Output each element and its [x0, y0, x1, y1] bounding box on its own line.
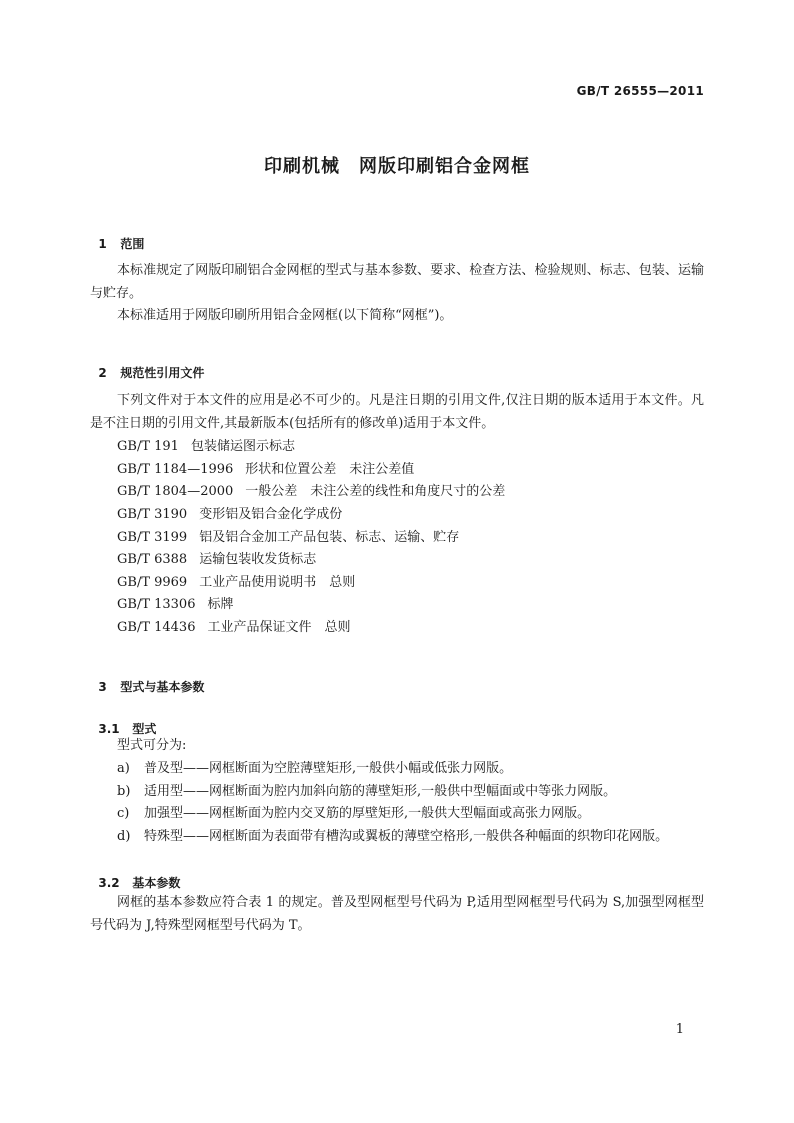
- reference-title: 运输包装收发货标志: [199, 552, 317, 567]
- types-intro: 型式可分为:: [117, 738, 187, 753]
- reference-title: 变形铝及铝合金化学成份: [199, 507, 343, 522]
- reference-code: GB/T 6388: [117, 552, 188, 567]
- section-number: 3.2: [98, 876, 120, 890]
- reference-item: [117, 528, 459, 548]
- section-title: 型式与基本参数: [120, 680, 205, 694]
- reference-code: GB/T 14436: [117, 620, 196, 635]
- params-paragraph: 网框的基本参数应符合表 1 的规定。普及型网框型号代码为 P,适用型网框型号代码为 S,加强型网框型号代码为 J,特殊型网框型号代码为 T。: [90, 895, 704, 933]
- scope-paragraph-2: 本标准适用于网版印刷所用铝合金网框(以下简称“网框”)。: [117, 308, 453, 323]
- page-number: 1: [675, 1022, 684, 1037]
- type-item: [117, 804, 590, 824]
- reference-item: [117, 595, 234, 615]
- reference-code: GB/T 3199: [117, 530, 188, 545]
- section-number: 1: [98, 237, 107, 251]
- reference-code: GB/T 1184—1996: [117, 462, 234, 477]
- type-text: 普及型——网框断面为空腔薄壁矩形,一般供小幅或低张力网版。: [144, 761, 513, 776]
- type-label: b): [117, 784, 131, 799]
- type-text: 加强型——网框断面为腔内交叉筋的厚壁矩形,一般供大型幅面或高张力网版。: [144, 806, 591, 821]
- type-label: a): [117, 761, 130, 776]
- reference-code: GB/T 1804—2000: [117, 484, 234, 499]
- reference-code: GB/T 191: [117, 439, 179, 454]
- type-label: d): [117, 829, 131, 844]
- reference-item: [117, 482, 505, 502]
- section-title: 基本参数: [132, 876, 181, 890]
- document-title: 印刷机械 网版印刷铝合金网框: [264, 156, 530, 177]
- section-number: 3: [98, 680, 107, 694]
- reference-code: GB/T 3190: [117, 507, 188, 522]
- normative-intro: 下列文件对于本文件的应用是必不可少的。凡是注日期的引用文件,仅注日期的版本适用于本文件。凡是不注日期的引用文件,其最新版本(包括所有的修改单)适用于本文件。: [90, 393, 704, 431]
- section-3-heading: [90, 664, 204, 695]
- document-code: GB/T 26555—2011: [576, 84, 704, 98]
- section-number: 2: [98, 366, 107, 380]
- type-item: [117, 827, 668, 847]
- section-title: 型式: [132, 722, 157, 736]
- section-number: 3.1: [98, 722, 120, 736]
- reference-title: 铝及铝合金加工产品包装、标志、运输、贮存: [199, 530, 460, 545]
- section-title: 范围: [120, 237, 145, 251]
- reference-code: GB/T 9969: [117, 575, 188, 590]
- reference-item: [117, 460, 414, 480]
- reference-item: [117, 573, 355, 593]
- section-2-heading: [90, 350, 204, 381]
- reference-item: [117, 437, 295, 457]
- section-1-heading: [90, 221, 144, 252]
- reference-title: 工业产品使用说明书 总则: [199, 575, 356, 590]
- section-3-2-heading: [90, 860, 180, 891]
- reference-title: 包装储运图示标志: [190, 439, 295, 454]
- type-label: c): [117, 806, 130, 821]
- reference-item: [117, 550, 316, 570]
- reference-title: 形状和位置公差 未注公差值: [245, 462, 415, 477]
- reference-code: GB/T 13306: [117, 597, 196, 612]
- reference-title: 标牌: [207, 597, 234, 612]
- type-text: 特殊型——网框断面为表面带有槽沟或翼板的薄壁空格形,一般供各种幅面的织物印花网版。: [144, 829, 669, 844]
- reference-item: [117, 505, 342, 525]
- type-text: 适用型——网框断面为腔内加斜向筋的薄壁矩形,一般供中型幅面或中等张力网版。: [144, 784, 617, 799]
- reference-item: [117, 618, 351, 638]
- section-title: 规范性引用文件: [120, 366, 205, 380]
- reference-title: 一般公差 未注公差的线性和角度尺寸的公差: [245, 484, 506, 499]
- reference-title: 工业产品保证文件 总则: [207, 620, 351, 635]
- type-item: [117, 759, 512, 779]
- type-item: [117, 782, 616, 802]
- section-3-1-heading: [90, 706, 156, 737]
- scope-paragraph-1: 本标准规定了网版印刷铝合金网框的型式与基本参数、要求、检查方法、检验规则、标志、包装、运输与贮存。: [90, 263, 704, 301]
